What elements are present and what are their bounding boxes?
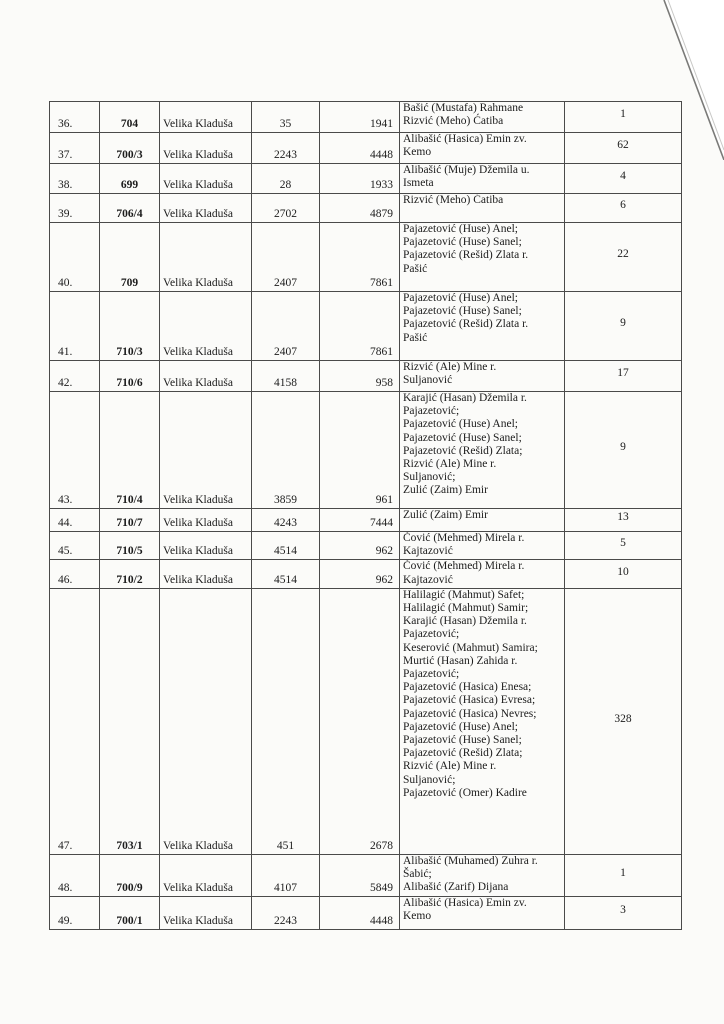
owner-line: Halilagić (Mahmut) Safet; [403,588,525,601]
area-value: 2407 [252,292,320,361]
owners-cell [400,588,565,854]
table-row [50,532,682,560]
parcel-number: 710/4 [100,392,160,509]
owner-line: Suljanović; [403,471,456,484]
parcel-number: 704 [100,102,160,133]
area-value: 35 [252,102,320,133]
owner-line: Alibašić (Hasica) Emin zv. [403,133,527,145]
parcel-number: 699 [100,164,160,194]
row-number: 42. [50,361,100,392]
cadastral-municipality: Velika Kladuša [160,509,252,532]
area-value: 4107 [252,854,320,896]
owner-line: Karajić (Hasan) Džemila r. [403,392,527,404]
row-number: 45. [50,532,100,560]
share-value: 9 [565,292,682,361]
owner-line: Kajtazović [403,573,453,586]
owner-line: Keserović (Mahmut) Samira; [403,641,538,654]
owners-cell [400,194,565,223]
owner-line: Pajazetović; [403,668,460,681]
owner-line: Pajazetović (Hasica) Evresa; [403,694,536,707]
owners-cell [400,532,565,560]
owner-line: Pajazetović; [403,628,460,641]
entry-number: 5849 [320,854,400,896]
owners-cell [400,509,565,532]
entry-number: 4879 [320,194,400,223]
area-value: 2702 [252,194,320,223]
owner-line: Pajazetović (Huse) Sanel; [403,431,522,444]
cadastral-municipality: Velika Kladuša [160,854,252,896]
owners-cell [400,896,565,929]
cadastral-municipality: Velika Kladuša [160,223,252,292]
owner-line: Šabić; [403,868,432,881]
parcel-number: 700/3 [100,133,160,164]
owners-cell [400,392,565,509]
owner-line: Pajazetović (Huse) Anel; [403,418,518,431]
owner-line: Halilagić (Mahmut) Samir; [403,602,529,615]
share-value: 22 [565,223,682,292]
owner-line: Pajazetović (Huse) Sanel; [403,305,522,318]
entry-number: 961 [320,392,400,509]
owner-line: Karajić (Hasan) Džemila r. [403,615,527,628]
owner-line: Kemo [403,910,432,923]
owner-line: Alibašić (Muhamed) Zuhra r. [403,854,538,867]
owner-line: Pajazetović (Rešid) Zlata r. [403,249,529,262]
owner-line: Čović (Mehmed) Mirela r. [403,532,525,544]
cadastral-municipality: Velika Kladuša [160,102,252,133]
row-number: 40. [50,223,100,292]
owner-line: Suljanović; [403,773,456,786]
share-value: 3 [565,896,682,929]
owner-line: Pajazetović; [403,405,460,418]
cadastral-municipality: Velika Kladuša [160,164,252,194]
area-value: 3859 [252,392,320,509]
parcel-number: 700/1 [100,896,160,929]
parcel-number: 710/7 [100,509,160,532]
table-row [50,292,682,361]
owner-line: Rizvić (Meho) Ćatiba [403,194,504,206]
owner-line: Alibašić (Hasica) Emin zv. [403,896,527,909]
owner-line: Pajazetović (Omer) Kadire [403,786,527,799]
table-row [50,133,682,164]
row-number: 37. [50,133,100,164]
table-row [50,896,682,929]
area-value: 4158 [252,361,320,392]
owner-line: Rizvić (Meho) Ćatiba [403,115,504,128]
owner-line: Pajazetović (Huse) Sanel; [403,734,522,747]
owner-line: Kemo [403,146,432,159]
entry-number: 4448 [320,133,400,164]
row-number: 38. [50,164,100,194]
share-value: 1 [565,102,682,133]
entry-number: 1933 [320,164,400,194]
share-value: 5 [565,532,682,560]
parcel-number: 710/2 [100,560,160,588]
owner-line: Pajazetović (Huse) Anel; [403,292,518,304]
cadastral-municipality: Velika Kladuša [160,133,252,164]
owner-line: Murtić (Hasan) Zahida r. [403,654,518,667]
owner-line: Pašić [403,331,428,344]
area-value: 2243 [252,133,320,164]
entry-number: 7444 [320,509,400,532]
share-value: 1 [565,854,682,896]
table-row [50,102,682,133]
share-value: 4 [565,164,682,194]
owner-line: Rizvić (Ale) Mine r. [403,760,497,773]
parcel-number: 710/3 [100,292,160,361]
area-value: 451 [252,588,320,854]
area-value: 4514 [252,532,320,560]
row-number: 48. [50,854,100,896]
cadastral-municipality: Velika Kladuša [160,392,252,509]
share-value: 62 [565,133,682,164]
owners-cell [400,102,565,133]
owner-line: Pajazetović (Huse) Anel; [403,720,518,733]
parcel-number: 710/5 [100,532,160,560]
share-value: 10 [565,560,682,588]
share-value: 9 [565,392,682,509]
entry-number: 962 [320,532,400,560]
parcel-number: 703/1 [100,588,160,854]
cadastral-municipality: Velika Kladuša [160,560,252,588]
cadastral-municipality: Velika Kladuša [160,588,252,854]
owner-line: Ismeta [403,177,434,190]
owner-line: Pašić [403,262,428,275]
table-row [50,194,682,223]
owner-line: Zulić (Zaim) Emir [403,509,488,521]
table-row [50,361,682,392]
row-number: 47. [50,588,100,854]
row-number: 41. [50,292,100,361]
row-number: 43. [50,392,100,509]
owner-line: Alibašić (Zarif) Dijana [403,881,509,894]
owner-line: Pajazetović (Rešid) Zlata r. [403,318,529,331]
table-row [50,854,682,896]
table-row [50,392,682,509]
owner-line: Pajazetović (Hasica) Enesa; [403,681,532,694]
owners-cell [400,361,565,392]
table-row [50,588,682,854]
owner-line: Rizvić (Ale) Mine r. [403,458,497,471]
area-value: 2243 [252,896,320,929]
table-row [50,164,682,194]
parcel-number: 706/4 [100,194,160,223]
share-value: 6 [565,194,682,223]
table-row [50,509,682,532]
entry-number: 962 [320,560,400,588]
entry-number: 7861 [320,292,400,361]
table-row [50,560,682,588]
cadastral-municipality: Velika Kladuša [160,194,252,223]
owner-line: Čović (Mehmed) Mirela r. [403,560,525,573]
row-number: 44. [50,509,100,532]
owners-cell [400,223,565,292]
cadastral-municipality: Velika Kladuša [160,292,252,361]
owners-cell [400,292,565,361]
share-value: 17 [565,361,682,392]
entry-number: 2678 [320,588,400,854]
owner-line: Rizvić (Ale) Mine r. [403,361,497,373]
cadastral-municipality: Velika Kladuša [160,896,252,929]
owner-line: Kajtazović [403,545,453,558]
area-value: 4514 [252,560,320,588]
owner-line: Pajazetović (Rešid) Zlata; [403,747,523,760]
owners-cell [400,854,565,896]
entry-number: 4448 [320,896,400,929]
land-registry-table [49,101,682,930]
owners-cell [400,164,565,194]
owner-line: Pajazetović (Rešid) Zlata; [403,444,523,457]
owner-line: Suljanović [403,374,453,387]
entry-number: 1941 [320,102,400,133]
parcel-number: 710/6 [100,361,160,392]
entry-number: 958 [320,361,400,392]
area-value: 4243 [252,509,320,532]
share-value: 328 [565,588,682,854]
parcel-number: 700/9 [100,854,160,896]
row-number: 46. [50,560,100,588]
share-value: 13 [565,509,682,532]
owner-line: Pajazetović (Huse) Sanel; [403,236,522,249]
owner-line: Zulić (Zaim) Emir [403,484,488,497]
table-row [50,223,682,292]
cadastral-municipality: Velika Kladuša [160,532,252,560]
owner-line: Pajazetović (Hasica) Nevres; [403,707,537,720]
entry-number: 7861 [320,223,400,292]
owner-line: Alibašić (Muje) Džemila u. [403,164,530,176]
owners-cell [400,133,565,164]
row-number: 36. [50,102,100,133]
parcel-number: 709 [100,223,160,292]
owner-line: Pajazetović (Huse) Anel; [403,223,518,235]
cadastral-municipality: Velika Kladuša [160,361,252,392]
owner-line: Bašić (Mustafa) Rahmane [403,102,524,114]
area-value: 28 [252,164,320,194]
row-number: 39. [50,194,100,223]
owners-cell [400,560,565,588]
row-number: 49. [50,896,100,929]
area-value: 2407 [252,223,320,292]
